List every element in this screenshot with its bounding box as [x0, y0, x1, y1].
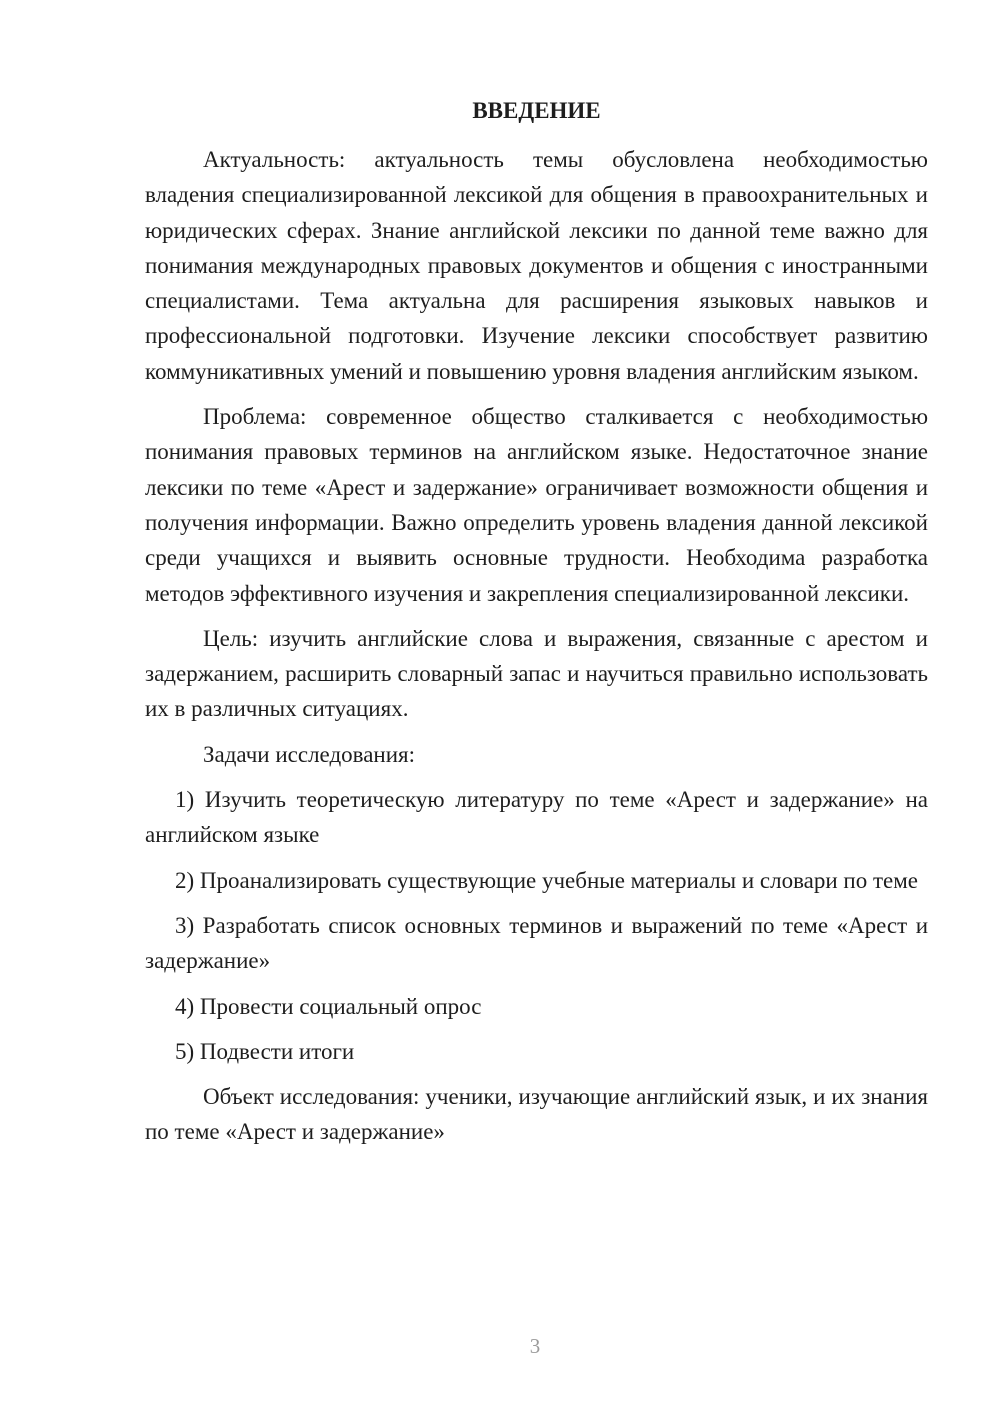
- paragraph-problem: Проблема: современное общество сталкивается с необходимостью понимания правовых терминов на английском языке. Недостаточное знание лексики по теме «Арест и задержание» ограничивает возможности общения и получения информации. Важно определить уровень владения данной лексикой среди учащихся и выявить основные трудности. Необходима разработка методов эффективного изучения и закрепления специализированной лексики.: [145, 404, 928, 606]
- paragraph-relevance: Актуальность: актуальность темы обусловлена необходимостью владения специализированной лексикой для общения в правоохранительных и юридических сферах. Знание английской лексики по данной теме важно для понимания международных правовых документов и общения с иностранными специалистами. Тема актуальна для расширения языковых навыков и профессиональной подготовки. Изучение лексики способствует развитию коммуникативных умений и повышению уровня владения английским языком.: [145, 147, 928, 384]
- task-item-1: 1) Изучить теоретическую литературу по теме «Арест и задержание» на английском языке: [145, 787, 928, 848]
- task-item-5: 5) Подвести итоги: [175, 1038, 355, 1064]
- tasks-heading: Задачи исследования:: [203, 741, 416, 767]
- paragraph-goal: Цель: изучить английские слова и выражения, связанные с арестом и задержанием, расширить словарный запас и научиться правильно использовать их в различных ситуациях.: [145, 625, 928, 722]
- paragraph-object: Объект исследования: ученики, изучающие английский язык, и их знания по теме «Арест и задержание»: [145, 1084, 928, 1145]
- page-number: 3: [529, 1334, 541, 1358]
- task-item-4: 4) Провести социальный опрос: [175, 993, 482, 1019]
- task-item-3: 3) Разработать список основных терминов и выражений по теме «Арест и задержание»: [145, 912, 928, 974]
- task-item-2: 2) Проанализировать существующие учебные материалы и словари по теме: [175, 867, 918, 893]
- document-body: [145, 142, 928, 1160]
- page-title: ВВЕДЕНИЕ: [472, 98, 601, 123]
